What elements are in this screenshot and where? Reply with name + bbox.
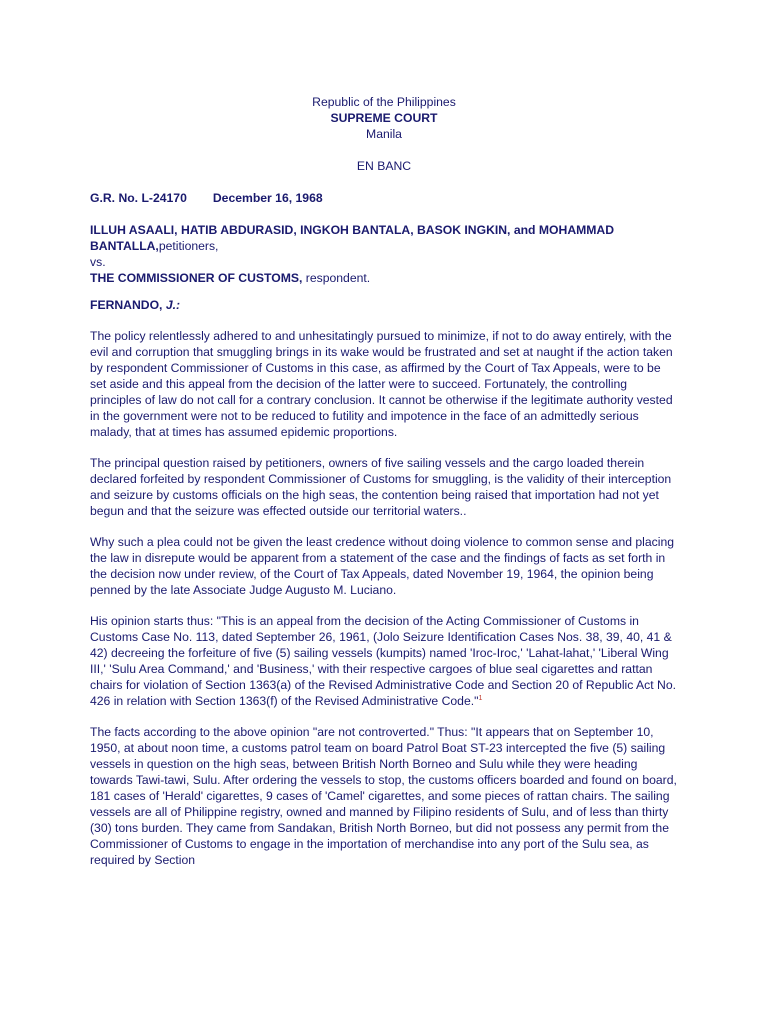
case-parties: [90, 222, 678, 286]
petitioners: [90, 222, 678, 254]
respondent-role: respondent.: [302, 271, 371, 285]
republic-line: Republic of the Philippines: [312, 95, 456, 109]
court-name: SUPREME COURT: [330, 111, 438, 125]
gr-number: G.R. No. L-24170: [90, 191, 187, 205]
ponente-title: J.:: [165, 298, 181, 312]
footnote-ref-1[interactable]: 1: [478, 694, 483, 702]
court-header: [90, 94, 678, 174]
paragraph-1: The policy relentlessly adhered to and unhesitatingly pursued to minimize, if not to do away entirely, with the evil and corruption that smuggling brings in its wake would be frustrated and set at naught if the action taken by respondent Commissioner of Customs in this case, as affirmed by the Court of Tax Appeals, were to be set aside and this appeal from the decision of the latter were to succeed. Fortunately, the controlling principles of law do not call for a contrary conclusion. It cannot be otherwise if the legitimate authority vested in the government were not to be reduced to futility and impotence in the face of an admittedly serious malady, that at times has assumed epidemic proportions.: [90, 329, 673, 439]
petitioners-names: ILLUH ASAALI, HATIB ABDURASID, INGKOH BANTALA, BASOK INGKIN, and MOHAMMAD BANTALLA,: [90, 223, 615, 253]
paragraph-4: [90, 613, 678, 709]
ponente-name: FERNANDO,: [90, 298, 166, 312]
respondent-name: THE COMMISSIONER OF CUSTOMS,: [90, 271, 303, 285]
versus-line: vs.: [90, 255, 106, 269]
ponente-line: [90, 297, 678, 313]
paragraph-2: The principal question raised by petitioners, owners of five sailing vessels and the cargo loaded therein declared forfeited by respondent Commissioner of Customs for smuggling, is the validity of their interception and seizure by customs officials on the high seas, the contention being raised that importation had not yet begun and that the seizure was effected outside our territorial waters..: [90, 456, 672, 518]
paragraph-3: Why such a plea could not be given the least credence without doing violence to common sense and placing the law in disrepute would be apparent from a statement of the case and the findings of facts as set forth in the decision now under review, of the Court of Tax Appeals, dated November 19, 1964, the opinion being penned by the late Associate Judge Augusto M. Luciano.: [90, 535, 675, 597]
division-line: EN BANC: [356, 159, 412, 173]
petitioners-role: petitioners,: [158, 239, 219, 253]
city-line: Manila: [366, 127, 402, 141]
document-page: [90, 94, 678, 868]
decision-date: December 16, 1968: [212, 191, 323, 205]
paragraph-4-text: His opinion starts thus: "This is an appeal from the decision of the Acting Commissioner of Customs in Customs Case No. 113, dated September 26, 1961, (Jolo Seizure Identification Cases Nos. 38, 39, 40, 41 & 42) decreeing the forfeiture of five (5) sailing vessels (kumpits) named 'Iroc-Iroc,' 'Lahat-lahat,' 'Liberal Wing III,' 'Sulu Area Command,' and 'Business,' with their respective cargoes of blue seal cigarettes and rattan chairs for violation of Section 1363(a) of the Revised Administrative Code and Section 20 of Republic Act No. 426 in relation with Section 1363(f) of the Revised Administrative Code.": [90, 614, 676, 708]
docket-line: [90, 190, 678, 206]
paragraph-5: The facts according to the above opinion "are not controverted." Thus: "It appears that on September 10, 1950, at about noon time, a customs patrol team on board Patrol Boat ST-23 intercepted the five (5) sailing vessels in question on the high seas, between British North Borneo and Sulu while they were heading towards Tawi-tawi, Sulu. After ordering the vessels to stop, the customs officers boarded and found on board, 181 cases of 'Herald' cigarettes, 9 cases of 'Camel' cigarettes, and some pieces of rattan chairs. The sailing vessels are all of Philippine registry, owned and manned by Filipino residents of Sulu, and of less than thirty (30) tons burden. They came from Sandakan, British North Borneo, but did not possess any permit from the Commissioner of Customs to engage in the importation of merchandise into any port of the Sulu sea, as required by Section: [90, 725, 677, 867]
respondent: [90, 270, 678, 286]
